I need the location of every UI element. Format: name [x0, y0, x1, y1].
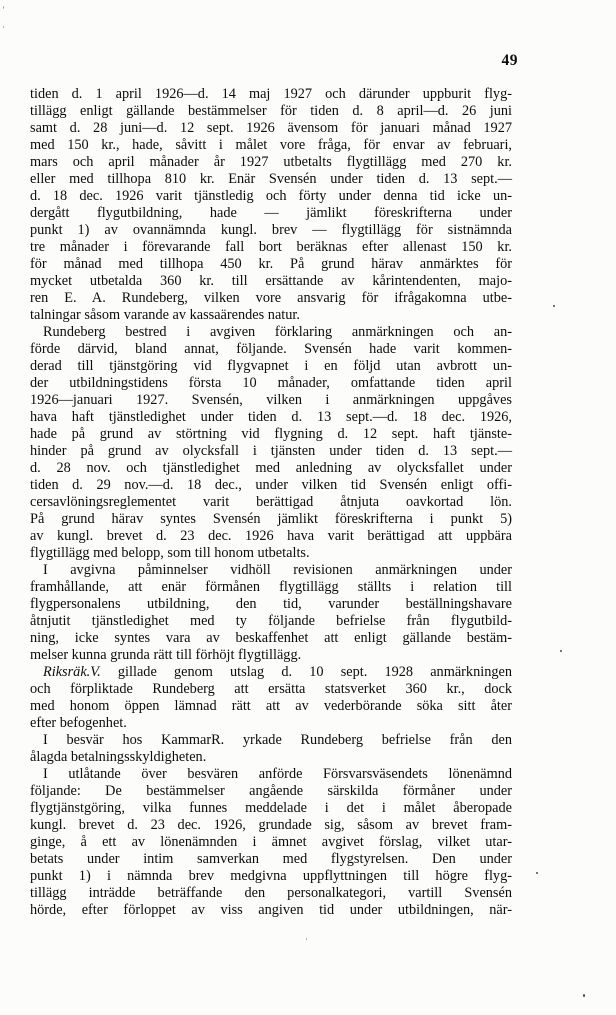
text-line: dergått flygutbildning, hade — jämlikt föreskrifterna under [30, 205, 512, 221]
text-line: hade på grund av störtning vid flygning d. 12 sept. haft tjänste- [30, 426, 512, 442]
text-line: tiden d. 1 april 1926—d. 14 maj 1927 och därunder uppburit flyg- [30, 86, 512, 102]
text-line: melser kunna grunda rätt till förhöjt flygtillägg. [30, 647, 302, 663]
text-line: hinder på grund av olycksfall i tjänsten under tiden d. 13 sept.— [30, 443, 512, 459]
text-line: hava haft tjänstledighet under tiden d. 13 sept.—d. 18 dec. 1926, [30, 409, 512, 425]
paragraph [30, 732, 512, 766]
paragraph [30, 766, 512, 919]
text-line: ren E. A. Rundeberg, vilken vore ansvarig för ifrågakomna utbe- [30, 290, 512, 306]
paragraph [30, 562, 512, 664]
text-line: Rundeberg bestred i avgiven förklaring anmärkningen och an- [43, 324, 512, 340]
text-line: Riksräk.V. gillade genom utslag d. 10 sept. 1928 anmärkningen [43, 664, 512, 680]
text-line: mars och april månader år 1927 utbetalts flygtillägg med 270 kr. [30, 154, 512, 170]
text-line: med honom öppen lämnad rätt att av vederbörande söka sitt åter [30, 698, 512, 714]
text-line: flygpersonalens utbildning, den tid, varunder beställningshavare [30, 596, 512, 612]
text-line: I avgivna påminnelser vidhöll revisionen anmärkningen under [43, 562, 512, 578]
paragraph [30, 324, 512, 562]
paragraph [30, 86, 512, 324]
text-block [30, 86, 512, 919]
text-line: flygtillägg med belopp, som till honom utbetalts. [30, 545, 310, 561]
text-line: d. 18 dec. 1926 varit tjänstledig och förty under denna tid icke un- [30, 188, 512, 204]
text-line: derad till tjänstgöring vid flygvapnet i en följd utan avbrott un- [30, 358, 512, 374]
text-line: cersavlöningsreglementet varit berättigad åtnjuta oavkortad lön. [30, 494, 512, 510]
scan-speck [560, 650, 562, 652]
text-line: tre månader i förevarande fall bort beräknas efter allenast 150 kr. [30, 239, 512, 255]
text-line: ginge, å ett av lönenämnden i ämnet avgivet förslag, vilket utar- [30, 834, 512, 850]
text-line: för månad med tillhopa 450 kr. På grund härav anmärktes för [30, 256, 512, 272]
text-line: På grund härav syntes Svensén jämlikt föreskrifterna i punkt 5) [30, 511, 512, 527]
text-line: eller med tillhopa 810 kr. Enär Svensén under tiden d. 13 sept.— [30, 171, 512, 187]
scan-speck [306, 938, 307, 940]
scan-speck [583, 994, 585, 997]
text-line: 1926—januari 1927. Svensén, vilken i anmärkningen uppgåves [30, 392, 512, 408]
scan-speck [553, 305, 555, 307]
text-line: kungl. brevet d. 23 dec. 1926, grundade sig, såsom av brevet fram- [30, 817, 512, 833]
text-line: hörde, efter förloppet av viss angiven tid under utbildningen, när- [30, 902, 512, 918]
italic-case-reference: Riksräk.V. [43, 664, 101, 680]
text-line: ålagda betalningsskyldigheten. [30, 749, 207, 765]
text-line: betats under intim samverkan med flygstyrelsen. Den under [30, 851, 512, 867]
scan-speck [536, 872, 538, 874]
text-line: förde därvid, bland annat, följande. Svensén hade varit kommen- [30, 341, 512, 357]
text-line: flygtjänstgöring, vilka funnes meddelade i det i målet åberopade [30, 800, 512, 816]
text-line: samt d. 28 juni—d. 12 sept. 1926 ävensom för januari månad 1927 [30, 120, 512, 136]
text-line: d. 28 nov. och tjänstledighet med anledning av olycksfallet under [30, 460, 512, 476]
text-line: punkt 1) i nämnda brev medgivna uppflyttningen till högre flyg- [30, 868, 512, 884]
text-line: och förpliktade Rundeberg att ersätta statsverket 360 kr., dock [30, 681, 512, 697]
scan-speck [3, 6, 4, 9]
text-line: åtnjutit tjänstledighet med ty följande befrielse från flygutbild- [30, 613, 512, 629]
text-line: följande: De bestämmelser angående särskilda förmåner under [30, 783, 512, 799]
paragraph [30, 664, 512, 732]
text-line: efter befogenhet. [30, 715, 127, 731]
text-line: tillägg inträdde beträffande den personalkategori, vartill Svensén [30, 885, 512, 901]
text-line: mycket utbetalda 360 kr. till ersättande av kårintendenten, majo- [30, 273, 512, 289]
text-line: av kungl. brevet d. 23 dec. 1926 hava varit berättigad att uppbära [30, 528, 512, 544]
page-number: 49 [501, 52, 518, 69]
scan-speck [3, 26, 4, 28]
text-line: der utbildningstidens första 10 månader, omfattande tiden april [30, 375, 512, 391]
text-line: framhållande, att enär förmånen flygtillägg ställts i relation till [30, 579, 512, 595]
text-line: med 150 kr., hade, såvitt i målet vore fråga, för envar av februari, [30, 137, 512, 153]
text-line: I besvär hos KammarR. yrkade Rundeberg befrielse från den [43, 732, 512, 748]
text-line: talningar såsom varande av kassaärendes natur. [30, 307, 300, 323]
text-line: punkt 1) av ovannämnda kungl. brev — flygtillägg för sistnämnda [30, 222, 512, 238]
text-line: I utlåtande över besvären anförde Försvarsväsendets lönenämnd [43, 766, 512, 782]
text-line: ning, icke syntes vara av beskaffenhet att enligt gällande bestäm- [30, 630, 512, 646]
text-line: tiden d. 29 nov.—d. 18 dec., under vilken tid Svensén enligt offi- [30, 477, 512, 493]
text-line: tillägg enligt gällande bestämmelser för tiden d. 8 april—d. 26 juni [30, 103, 512, 119]
